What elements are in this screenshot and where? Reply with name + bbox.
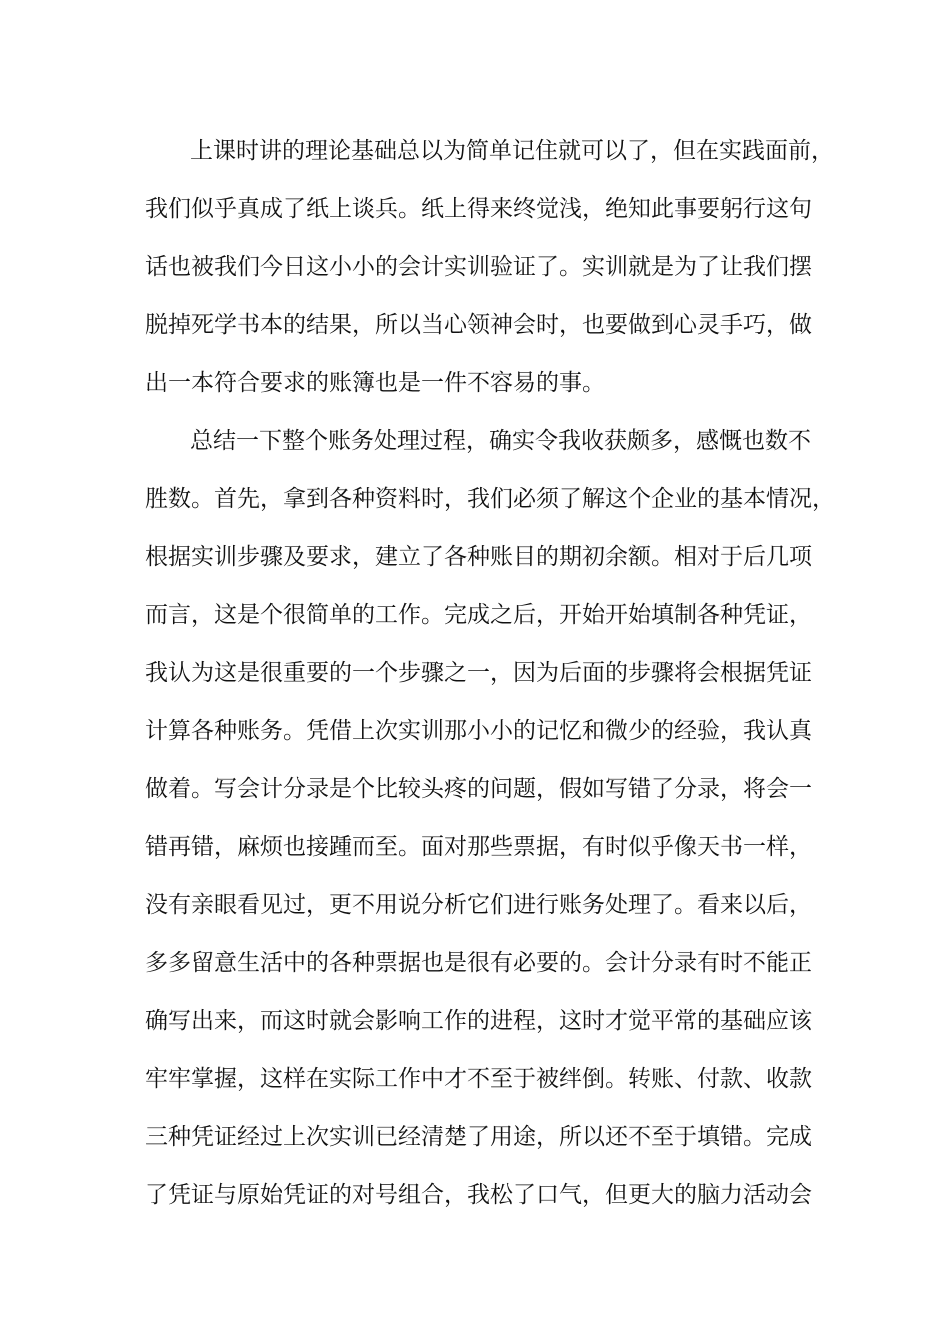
- paragraph-1-line-1: 上课时讲的理论基础总以为简单记住就可以了，但在实践面前，: [190, 138, 834, 164]
- paragraph-1-line-3: 话也被我们今日这小小的会计实训验证了。实训就是为了让我们摆: [145, 254, 812, 280]
- paragraph-2-line-7: 做着。写会计分录是个比较头疼的问题，假如写错了分录，将会一: [145, 776, 812, 802]
- paragraph-2-line-12: 牢牢掌握，这样在实际工作中才不至于被绊倒。转账、付款、收款: [145, 1066, 812, 1092]
- paragraph-2-line-11: 确写出来，而这时就会影响工作的进程，这时才觉平常的基础应该: [145, 1008, 812, 1034]
- paragraph-2-line-10: 多多留意生活中的各种票据也是很有必要的。会计分录有时不能正: [145, 950, 812, 976]
- paragraph-2-line-14: 了凭证与原始凭证的对号组合，我松了口气，但更大的脑力活动会: [145, 1182, 812, 1208]
- paragraph-2-line-2: 胜数。首先，拿到各种资料时，我们必须了解这个企业的基本情况，: [145, 486, 835, 512]
- paragraph-2-line-6: 计算各种账务。凭借上次实训那小小的记忆和微少的经验，我认真: [145, 718, 812, 744]
- paragraph-2-line-4: 而言，这是个很简单的工作。完成之后，开始开始填制各种凭证，: [145, 602, 812, 628]
- paragraph-1-line-2: 我们似乎真成了纸上谈兵。纸上得来终觉浅，绝知此事要躬行这句: [145, 196, 812, 222]
- paragraph-2-line-9: 没有亲眼看见过，更不用说分析它们进行账务处理了。看来以后，: [145, 892, 812, 918]
- paragraph-2-line-1: 总结一下整个账务处理过程，确实令我收获颇多，感慨也数不: [190, 428, 811, 454]
- paragraph-2-line-8: 错再错，麻烦也接踵而至。面对那些票据，有时似乎像天书一样，: [145, 834, 812, 860]
- paragraph-2-line-13: 三种凭证经过上次实训已经清楚了用途，所以还不至于填错。完成: [145, 1124, 812, 1150]
- paragraph-2-line-5: 我认为这是很重要的一个步骤之一，因为后面的步骤将会根据凭证: [145, 660, 812, 686]
- paragraph-2-line-3: 根据实训步骤及要求，建立了各种账目的期初余额。相对于后几项: [145, 544, 812, 570]
- paragraph-1-line-4: 脱掉死学书本的结果，所以当心领神会时，也要做到心灵手巧，做: [145, 312, 812, 338]
- paragraph-1-line-5: 出一本符合要求的账簿也是一件不容易的事。: [145, 370, 605, 396]
